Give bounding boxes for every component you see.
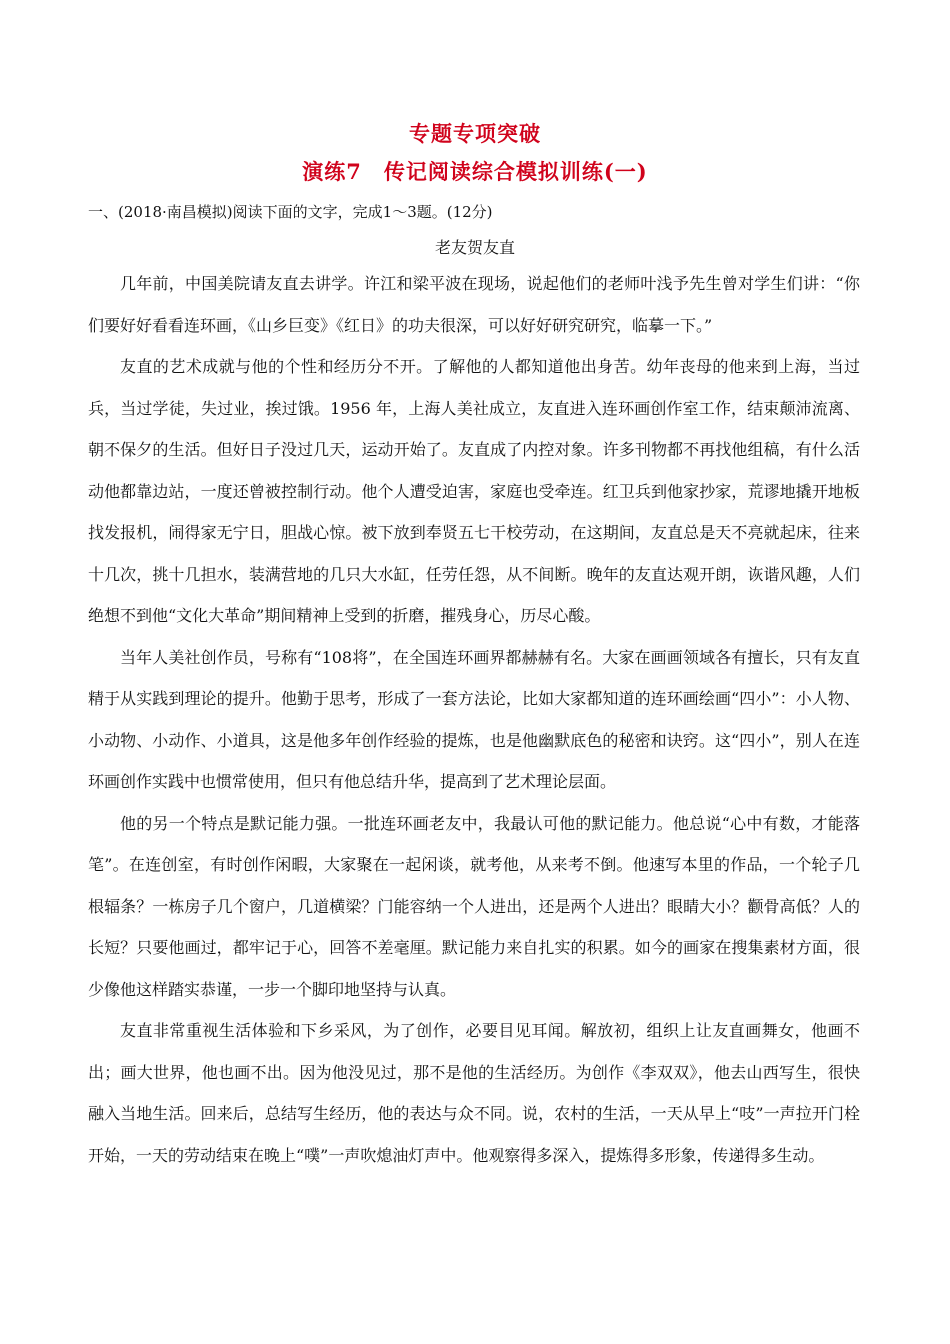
article-paragraph-5: 友直非常重视生活体验和下乡采风，为了创作，必要目见耳闻。解放初，组织上让友直画舞女，他画不出；画大世界，他也画不出。因为他没见过，那不是他的生活经历。为创作《李双双》，他去山西写生，很快融入当地生活。回来后，总结写生经历，他的表达与众不同。说，农村的生活，一天从早上“吱”一声拉开门栓开始，一天的劳动结束在晚上“噗”一声吹熄油灯声中。他观察得多深入，提炼得多形象，传递得多生动。 <box>88 1021 860 1165</box>
article-paragraph-2: 友直的艺术成就与他的个性和经历分不开。了解他的人都知道他出身苦。幼年丧母的他来到上海，当过兵，当过学徒，失过业，挨过饿。1956 年，上海人美社成立，友直进入连环画创作室工作，结束颠沛流离、朝不保夕的生活。但好日子没过几天，运动开始了。友直成了内控对象。许多刊物都不再找他组稿，有什么活动他都靠边站，一度还曾被控制行动。他个人遭受迫害，家庭也受牵连。红卫兵到他家抄家，荒谬地撬开地板找发报机，闹得家无宁日，胆战心惊。被下放到奉贤五七干校劳动，在这期间，友直总是天不亮就起床，往来十几次，挑十几担水，装满营地的几只大水缸，任劳任怨，从不间断。晚年的友直达观开朗，诙谐风趣，人们绝想不到他“文化大革命”期间精神上受到的折磨，摧残身心，历尽心酸。 <box>88 357 860 625</box>
question-heading: 一、(2018·南昌模拟)阅读下面的文字，完成1～3题。(12分) <box>88 203 493 221</box>
article-paragraph-3: 当年人美社创作员，号称有“108将”，在全国连环画界都赫赫有名。大家在画画领域各有擅长，只有友直精于从实践到理论的提升。他勤于思考，形成了一套方法论，比如大家都知道的连环画绘画“四小”：小人物、小动物、小动作、小道具，这是他多年创作经验的提炼，也是他幽默底色的秘密和诀窍。这“四小”，别人在连环画创作实践中也惯常使用，但只有他总结升华，提高到了艺术理论层面。 <box>88 647 860 791</box>
page-subtitle: 演练7 传记阅读综合模拟训练(一) <box>302 159 648 184</box>
article-body <box>88 263 860 1176</box>
article-paragraph-1: 几年前，中国美院请友直去讲学。许江和梁平波在现场，说起他们的老师叶浅予先生曾对学生们讲：“你们要好好看看连环画，《山乡巨变》《红日》的功夫很深，可以好好研究研究，临摹一下。” <box>88 274 860 335</box>
article-title: 老友贺友直 <box>434 238 515 257</box>
page-title: 专题专项突破 <box>409 121 541 146</box>
article-paragraph-4: 他的另一个特点是默记能力强。一批连环画老友中，我最认可他的默记能力。他总说“心中有数，才能落笔”。在连创室，有时创作闲暇，大家聚在一起闲谈，就考他，从来考不倒。他速写本里的作品，一个轮子几根辐条？一栋房子几个窗户，几道横梁？门能容纳一个人进出，还是两个人进出？眼睛大小？颧骨高低？人的长短？只要他画过，都牢记于心，回答不差毫厘。默记能力来自扎实的积累。如今的画家在搜集素材方面，很少像他这样踏实恭谨，一步一个脚印地坚持与认真。 <box>88 813 860 999</box>
